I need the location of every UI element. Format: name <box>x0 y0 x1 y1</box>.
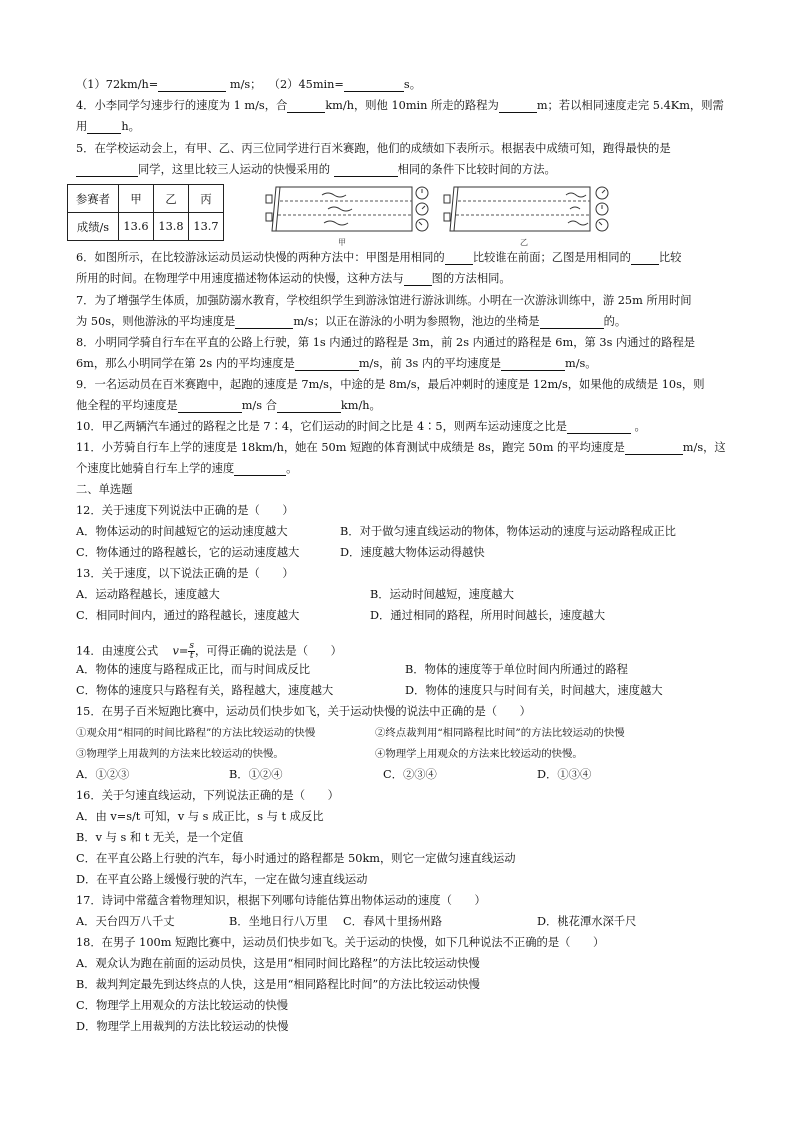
pool-diagram-b-icon <box>440 181 615 243</box>
q7-text: 7．为了增强学生体质，加强防溺水教育，学校组织学生到游泳馆进行游泳训练。小明在一次游泳训练中，游 25m 所用时间 <box>76 294 692 307</box>
q16-option-a: A．由 v=s/t 可知，v 与 s 成正比，s 与 t 成反比 <box>76 810 324 823</box>
table-header-cell: 乙 <box>154 185 189 213</box>
q15-stem: 15．在男子百米短跑比赛中，运动员们快步如飞，关于运动快慢的说法中正确的是（ ） <box>76 705 531 718</box>
q5-line1 <box>76 142 671 156</box>
q5-blank2 <box>334 164 398 177</box>
pool-diagram-a-icon <box>262 181 437 243</box>
q15-statement-4: ④物理学上用观众的方法来比较运动的快慢。 <box>375 748 583 760</box>
q14-option-d: D．物体的速度只与时间有关，时间越大，速度越大 <box>405 684 663 697</box>
q7-blank2 <box>540 316 604 329</box>
q4-text: h。 <box>121 120 140 133</box>
q8-text: 8．小明同学骑自行车在平直的公路上行驶，第 1s 内通过的路程是 3m，前 2s 内通过的路程是 6m，第 3s 内通过的路程是 <box>76 336 696 349</box>
q8-line2 <box>76 357 597 371</box>
q11-text: 11．小芳骑自行车上学的速度是 18km/h，她在 50m 短跑的体育测试中成绩是 8s，跑完 50m 的平均速度是 <box>76 441 625 454</box>
q15-option-c: C．②③④ <box>383 768 437 781</box>
q17-option-b: B．坐地日行八万里 <box>229 915 328 928</box>
q8-blank1 <box>295 358 359 371</box>
q10-blank <box>567 421 631 434</box>
formula-denominator: t <box>189 651 194 661</box>
q10-text: 10．甲乙两辆汽车通过的路程之比是 7∶4，它们运动的时间之比是 4∶5，则两车运动速度之比是 <box>76 420 567 433</box>
formula-v: v= <box>172 644 189 658</box>
q9-blank2 <box>277 400 341 413</box>
q12-option-b: B．对于做匀速直线运动的物体，物体运动的速度与运动路程成正比 <box>340 525 676 538</box>
q17-option-d: D．桃花潭水深千尺 <box>537 915 637 928</box>
table-row-label: 成绩/s <box>68 213 119 241</box>
q17-stem: 17．诗词中常蕴含着物理知识，根据下列哪句诗能估算出物体运动的速度（ ） <box>76 894 486 907</box>
table-header-cell: 甲 <box>119 185 154 213</box>
q9-text: 9．一名运动员在百米赛跑中，起跑的速度是 7m/s，中途的是 8m/s，最后冲刺时的速度是 12m/s，如果他的成绩是 10s，则 <box>76 378 705 391</box>
q9-text: m/s 合 <box>241 399 277 412</box>
q5-text: 同学，这里比较三人运动的快慢采用的 <box>138 163 331 176</box>
q18-option-c: C．物理学上用观众的方法比较运动的快慢 <box>76 999 288 1012</box>
q5-line2 <box>76 163 556 177</box>
q16-option-d: D．在平直公路上缓慢行驶的汽车，一定在做匀速直线运动 <box>76 873 368 886</box>
q13-option-d: D．通过相同的路程，所用时间越长，速度越大 <box>370 609 605 622</box>
q5-blank1 <box>76 164 138 177</box>
q4-text: m；若以相同速度走完 5.4Km，则需 <box>536 99 724 112</box>
q7-text: 为 50s，则他游泳的平均速度是 <box>76 315 236 328</box>
q4-line1 <box>76 99 724 113</box>
q17-option-c: C．春风十里扬州路 <box>343 915 443 928</box>
q15-option-d: D．①③④ <box>537 768 592 781</box>
q6-blank2 <box>631 252 659 265</box>
section-title: 二、单选题 <box>76 483 133 496</box>
q12-option-c: C．物体通过的路程越长，它的运动速度越大 <box>76 546 300 559</box>
q4-text: 用 <box>76 120 88 133</box>
q11-blank1 <box>625 442 683 455</box>
table-cell: 13.8 <box>154 213 189 241</box>
q8-blank2 <box>501 358 565 371</box>
q11-text: 。 <box>286 462 298 475</box>
q14-text: 14．由速度公式 <box>76 644 159 658</box>
q8-text: m/s。 <box>564 357 597 370</box>
q6-text: 图的方法相同。 <box>431 272 511 285</box>
q11-text: m/s，这 <box>682 441 726 454</box>
q6-line1 <box>76 251 681 265</box>
q16-option-c: C．在平直公路上行驶的汽车，每小时通过的路程都是 50km，则它一定做匀速直线运动 <box>76 852 516 865</box>
q14-option-a: A．物体的速度与路程成正比，而与时间成反比 <box>76 663 311 676</box>
formula-numerator: s <box>189 641 195 651</box>
q8-line1 <box>76 336 695 350</box>
q6-text: 6．如图所示，在比较游泳运动员运动快慢的两种方法中：甲图是用相同的 <box>76 251 445 264</box>
q14-stem <box>76 642 342 661</box>
q4-blank1 <box>287 100 325 113</box>
table-header-cell: 参赛者 <box>68 185 119 213</box>
q17-option-a: A．天台四万八千丈 <box>76 915 175 928</box>
q8-text: m/s，前 3s 内的平均速度是 <box>358 357 501 370</box>
q7-line2 <box>76 315 626 329</box>
q9-blank1 <box>178 400 242 413</box>
q18-option-b: B．裁判判定最先到达终点的人快，这是用“相同路程比时间”的方法比较运动快慢 <box>76 978 480 991</box>
q4-text: 4．小李同学匀速步行的速度为 1 m/s，合 <box>76 99 288 112</box>
q9-text: 他全程的平均速度是 <box>76 399 178 412</box>
q13-option-b: B．运动时间越短，速度越大 <box>370 588 514 601</box>
q15-option-b: B．①②④ <box>229 768 283 781</box>
q6-blank3 <box>404 273 432 286</box>
q11-blank2 <box>234 463 286 476</box>
q4-line2 <box>76 120 140 134</box>
q15-statement-2: ②终点裁判用“相同路程比时间”的方法比较运动的快慢 <box>375 727 625 739</box>
q12-option-d: D．速度越大物体运动得越快 <box>340 546 485 559</box>
q6-text: 所用的时间。在物理学中用速度描述物体运动的快慢，这种方法与 <box>76 272 404 285</box>
q4-blank2 <box>499 100 537 113</box>
q6-text: 比较谁在前面；乙图是用相同的 <box>472 251 631 264</box>
table-header-cell: 丙 <box>189 185 224 213</box>
q9-line2 <box>76 399 381 413</box>
q10-text: 。 <box>634 420 646 433</box>
q14-option-c: C．物体的速度只与路程有关，路程越大，速度越大 <box>76 684 334 697</box>
table-header-row <box>68 185 224 213</box>
figure-label-b: 乙 <box>520 238 528 247</box>
q7-blank1 <box>235 316 293 329</box>
q7-text: m/s；以正在游泳的小明为参照物，池边的坐椅是 <box>293 315 540 328</box>
q18-option-a: A．观众认为跑在前面的运动员快，这是用“相同时间比路程”的方法比较运动快慢 <box>76 957 480 970</box>
q15-statement-1: ①观众用“相同的时间比路程”的方法比较运动的快慢 <box>76 727 316 739</box>
q3-line <box>76 78 421 92</box>
q13-stem: 13．关于速度，以下说法正确的是（ ） <box>76 567 294 580</box>
q3-blank-a <box>158 79 226 92</box>
q6-blank1 <box>445 252 473 265</box>
q15-option-a: A．①②③ <box>76 768 130 781</box>
q15-statement-3: ③物理学上用裁判的方法来比较运动的快慢。 <box>76 748 284 760</box>
table-cell: 13.6 <box>119 213 154 241</box>
q3-unit-b: s。 <box>403 78 422 91</box>
q6-line2 <box>76 272 511 286</box>
q3-part-a: （1）72km/h= <box>76 78 159 91</box>
q12-option-a: A．物体运动的时间越短它的运动速度越大 <box>76 525 288 538</box>
q3-blank-b <box>344 79 404 92</box>
swim-figure-a <box>262 181 437 246</box>
q10-line <box>76 420 646 434</box>
table-row <box>68 213 224 241</box>
swim-figure-b <box>440 181 615 246</box>
q3-part-b: （2）45min= <box>268 78 344 91</box>
q9-line1 <box>76 378 705 392</box>
results-table <box>67 184 224 241</box>
q5-text: 相同的条件下比较时间的方法。 <box>397 163 556 176</box>
q12-stem: 12．关于速度下列说法中正确的是（ ） <box>76 504 294 517</box>
q11-text: 个速度比她骑自行车上学的速度 <box>76 462 235 475</box>
q4-blank3 <box>87 121 121 134</box>
q13-option-c: C．相同时间内，通过的路程越长，速度越大 <box>76 609 300 622</box>
q3-unit-a: m/s； <box>226 78 262 91</box>
q11-line2 <box>76 462 297 476</box>
q16-stem: 16．关于匀速直线运动，下列说法正确的是（ ） <box>76 789 339 802</box>
q16-option-b: B．v 与 s 和 t 无关，是一个定值 <box>76 831 244 844</box>
q8-text: 6m，那么小明同学在第 2s 内的平均速度是 <box>76 357 295 370</box>
q18-stem: 18．在男子 100m 短跑比赛中，运动员们快步如飞。关于运动的快慢，如下几种说法不正确的是（ ） <box>76 936 605 949</box>
figure-label-a: 甲 <box>338 238 346 247</box>
q7-line1 <box>76 294 692 308</box>
q7-text: 的。 <box>603 315 627 328</box>
q5-text: 5．在学校运动会上，有甲、乙、丙三位同学进行百米赛跑，他们的成绩如下表所示。根据表中成绩可知，跑得最快的是 <box>76 142 671 155</box>
q6-text: 比较 <box>658 251 682 264</box>
q11-line1 <box>76 441 726 455</box>
q18-option-d: D．物理学上用裁判的方法比较运动的快慢 <box>76 1020 289 1033</box>
q14-text: ，可得正确的说法是（ ） <box>195 644 342 658</box>
q14-option-b: B．物体的速度等于单位时间内所通过的路程 <box>405 663 628 676</box>
q9-text: km/h。 <box>340 399 381 412</box>
q13-option-a: A．运动路程越长，速度越大 <box>76 588 220 601</box>
table-cell: 13.7 <box>189 213 224 241</box>
q4-text: km/h，则他 10min 所走的路程为 <box>325 99 499 112</box>
